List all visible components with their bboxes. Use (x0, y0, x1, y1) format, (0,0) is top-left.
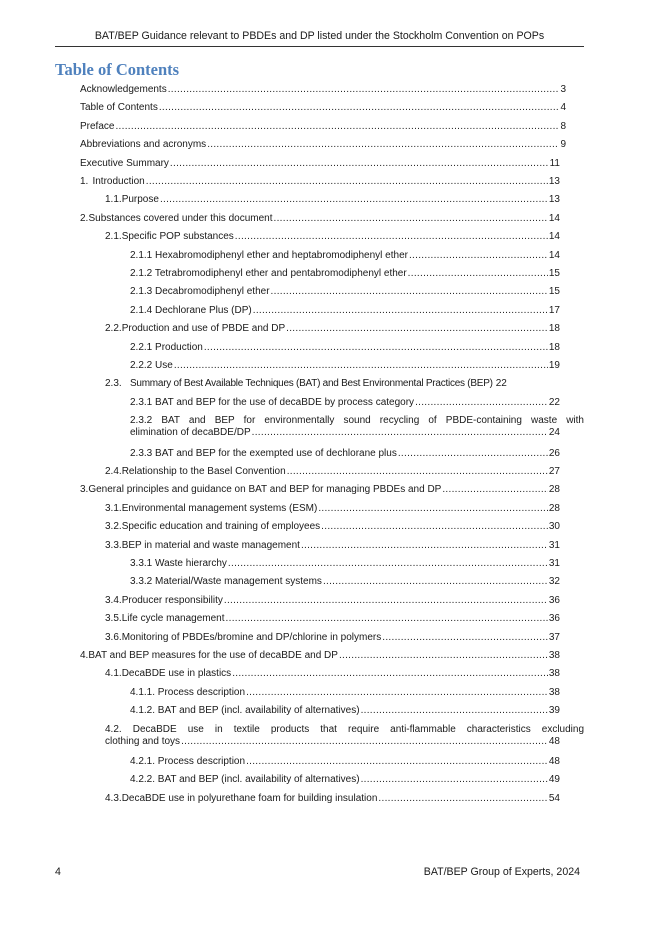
toc-leader (146, 176, 548, 188)
toc-entry-number: 3.4. (105, 594, 122, 606)
toc-entry-page: 27 (548, 466, 560, 477)
toc-leader (159, 102, 560, 114)
toc-entry[interactable] (80, 484, 560, 498)
toc-entry-label: DecaBDE use in plastics (121, 668, 232, 680)
toc-leader (246, 687, 548, 699)
toc-leader (287, 466, 548, 478)
toc-entry[interactable] (130, 286, 560, 300)
toc-entry-number: 2. (80, 212, 89, 224)
toc-entry-label: Preface (80, 120, 115, 132)
toc-entry-number: 3.5. (105, 613, 122, 625)
toc-entry-label: 2.1.4 Dechlorane Plus (DP) (130, 304, 252, 316)
toc-entry[interactable] (105, 632, 560, 646)
footer-credit: BAT/BEP Group of Experts, 2024 (423, 866, 580, 878)
toc-entry[interactable] (130, 415, 584, 439)
toc-entry-page: 18 (548, 323, 560, 335)
toc-entry[interactable] (105, 503, 560, 517)
toc-leader (232, 668, 548, 680)
toc-entry-number: 3.3. (105, 539, 122, 551)
toc-entry-label: Producer responsibility (121, 594, 223, 606)
toc-entry[interactable] (80, 121, 566, 135)
toc-entry-page: 9 (560, 139, 566, 151)
toc-entry-number: 2.3. (105, 378, 122, 390)
toc-leader (274, 213, 548, 225)
toc-entry-page: 14 (548, 249, 560, 261)
toc-leader (382, 632, 548, 644)
toc-entry[interactable] (105, 613, 560, 627)
toc-entry-page: 39 (548, 705, 560, 717)
toc-entry-page: 13 (548, 194, 560, 206)
toc-leader (160, 194, 548, 206)
toc-entry-number: 4.2. (105, 723, 122, 735)
toc-entry-page: 38 (548, 650, 560, 661)
toc-entry-page: 31 (548, 539, 560, 551)
toc-entry-number: 3.6. (105, 631, 122, 643)
toc-leader (170, 158, 549, 170)
toc-leader (301, 540, 548, 552)
toc-leader (409, 250, 548, 262)
toc-entry-number: 2.2. (105, 323, 122, 335)
toc-leader (207, 139, 559, 151)
toc-entry[interactable] (105, 793, 560, 807)
toc-leader (181, 736, 548, 748)
toc-leader (361, 705, 548, 717)
toc-entry-label-continued: clothing and toys (105, 735, 181, 747)
toc-entry-label: 2.2.2 Use (130, 360, 173, 371)
toc-leader (408, 268, 548, 280)
toc-entry-page: 36 (548, 594, 560, 606)
toc-title: Table of Contents (55, 60, 180, 79)
toc-entry-page: 48 (548, 735, 560, 747)
toc-leader (204, 342, 548, 354)
toc-leader (235, 231, 548, 243)
toc-entry[interactable] (105, 323, 560, 337)
toc-entry-number: 4.1. (105, 668, 122, 680)
toc-entry[interactable] (105, 595, 560, 609)
toc-entry-page: 19 (548, 360, 560, 371)
toc-leader (168, 84, 560, 96)
toc-entry-page: 18 (548, 341, 560, 353)
toc-entry-label: 4.1.2. BAT and BEP (incl. availability of alternatives) (130, 705, 360, 717)
toc-entry-label: DecaBDE use in polyurethane foam for building insulation (121, 792, 378, 804)
toc-entry-label: Relationship to the Basel Convention (121, 466, 286, 477)
toc-entry-page: 22 (495, 378, 507, 390)
toc-entry-label: 2.1.3 Decabromodiphenyl ether (130, 286, 270, 298)
toc-leader (323, 576, 548, 588)
toc-entry-label: 2.3.1 BAT and BEP for the use of decaBDE by process category (130, 396, 415, 408)
toc-entry[interactable] (130, 558, 560, 572)
toc-entry-page: 22 (548, 396, 560, 408)
toc-entry-page: 26 (548, 447, 560, 459)
toc-entry[interactable] (80, 176, 560, 190)
toc-entry-page: 37 (548, 631, 560, 643)
toc-entry-label: Life cycle management (121, 613, 225, 625)
toc-leader (271, 286, 548, 298)
toc-entry-page: 38 (548, 686, 560, 698)
toc-entry[interactable] (105, 231, 560, 245)
toc-entry-label: Executive Summary (80, 157, 169, 169)
toc-entry-label: 2.2.1 Production (130, 341, 203, 353)
toc-leader (228, 558, 548, 570)
toc-entry-page: 36 (548, 613, 560, 625)
toc-entry[interactable] (130, 250, 560, 264)
toc-entry-page: 38 (548, 668, 560, 680)
toc-entry-page: 8 (560, 120, 566, 132)
toc-entry-label: Monitoring of PBDEs/bromine and DP/chlorine in polymers (121, 631, 382, 643)
toc-entry[interactable] (105, 194, 560, 208)
toc-leader (398, 448, 548, 460)
toc-entry[interactable] (130, 342, 560, 356)
toc-leader (224, 595, 548, 607)
toc-entry[interactable] (105, 724, 584, 748)
toc-entry[interactable] (80, 84, 566, 98)
toc-entry-page: 17 (548, 304, 560, 316)
toc-entry[interactable] (130, 397, 560, 411)
toc-entry[interactable] (80, 650, 560, 664)
toc-leader (339, 650, 548, 662)
toc-leader (415, 397, 548, 409)
toc-entry-number: 2.4. (105, 466, 122, 477)
toc-entry[interactable] (130, 756, 560, 770)
toc-leader (318, 503, 548, 515)
toc-entry[interactable] (105, 668, 560, 682)
toc-leader (286, 323, 548, 335)
toc-entry[interactable] (130, 705, 560, 719)
toc-entry-number: 1. (80, 176, 89, 187)
toc-leader (246, 756, 548, 768)
toc-entry[interactable] (130, 448, 560, 462)
toc-entry[interactable] (80, 213, 560, 227)
toc-entry-page: 24 (548, 427, 560, 439)
toc-entry[interactable] (130, 305, 560, 319)
running-header: BAT/BEP Guidance relevant to PBDEs and DP listed under the Stockholm Convention on POPs (55, 28, 584, 47)
toc-leader (226, 613, 548, 625)
toc-entry-number: 3.2. (105, 521, 122, 533)
toc-entry-page: 31 (548, 558, 560, 569)
toc-leader (253, 305, 548, 317)
toc-entry-label: Specific POP substances (121, 231, 234, 243)
toc-entry-page: 54 (548, 792, 560, 804)
toc-entry-page: 14 (548, 212, 560, 224)
toc-entry[interactable] (130, 687, 560, 701)
toc-entry-label: Summary of Best Available Techniques (BAT) and Best Environmental Practices (BEP) (130, 378, 493, 390)
toc-entry-number: 3. (80, 484, 89, 496)
toc-entry-label: Specific education and training of employees (121, 521, 321, 533)
toc-entry-label: 3.3.1 Waste hierarchy (130, 558, 227, 569)
toc-entry[interactable] (80, 102, 566, 116)
toc-leader (174, 360, 548, 372)
toc-entry-page: 15 (548, 286, 560, 298)
toc-leader (442, 484, 548, 496)
toc-entry[interactable] (105, 378, 560, 392)
toc-entry-label: Introduction (92, 176, 145, 187)
toc-entry-label: General principles and guidance on BAT and BEP for managing PBDEs and DP (88, 484, 442, 496)
toc-entry-label-continued: elimination of decaBDE/DP (130, 427, 251, 439)
toc-entry-label: 3.3.2 Material/Waste management systems (130, 576, 322, 588)
toc-leader (378, 793, 547, 805)
toc-leader (252, 427, 548, 439)
toc-entry[interactable] (130, 576, 560, 590)
toc-entry[interactable] (80, 139, 566, 153)
toc-entry-label: 2.1.1 Hexabromodiphenyl ether and heptabromodiphenyl ether (130, 249, 408, 261)
toc-leader (321, 521, 548, 533)
toc-entry-page: 28 (548, 484, 560, 496)
toc-entry-label: Abbreviations and acronyms (80, 139, 207, 151)
toc-entry-page: 49 (548, 774, 560, 786)
toc-entry-label: Acknowledgements (80, 84, 167, 95)
toc-entry[interactable] (105, 521, 560, 535)
toc-entry-page: 32 (548, 576, 560, 588)
toc-entry-number: 4. (80, 650, 89, 661)
toc-entry[interactable] (130, 268, 560, 282)
toc-entry-label: 4.1.1. Process description (130, 686, 246, 698)
toc-entry-number: 2.1. (105, 231, 122, 243)
toc-entry[interactable] (105, 540, 560, 554)
toc-entry-label: 4.2.2. BAT and BEP (incl. availability of alternatives) (130, 774, 360, 786)
toc-entry-page: 4 (560, 102, 566, 114)
toc-entry[interactable] (130, 360, 560, 374)
toc-entry-page: 15 (548, 268, 560, 279)
toc-leader (115, 121, 559, 133)
toc-entry-page: 28 (548, 502, 560, 514)
toc-entry-page: 30 (548, 521, 560, 533)
page-number: 4 (55, 866, 61, 878)
toc-entry[interactable] (130, 774, 560, 788)
toc-entry-label: 2.3.3 BAT and BEP for the exempted use of dechlorane plus (130, 447, 397, 459)
toc-entry-label: 2.1.2 Tetrabromodiphenyl ether and pentabromodiphenyl ether (130, 268, 407, 279)
toc-entry-label: BAT and BEP measures for the use of decaBDE and DP (88, 650, 338, 661)
toc-entry-number: 3.1. (105, 502, 122, 514)
toc-entry-label: Production and use of PBDE and DP (121, 323, 286, 335)
toc-entry-label: BEP in material and waste management (121, 539, 300, 551)
toc-entry-page: 13 (548, 176, 560, 187)
toc-entry-page: 14 (548, 231, 560, 243)
toc-entry-number: 4.3. (105, 792, 122, 804)
toc-entry-label: Table of Contents (80, 102, 158, 114)
toc-entry-label: 4.2.1. Process description (130, 756, 246, 767)
toc-entry[interactable] (105, 466, 560, 480)
toc-entry-label: 2.3.2 BAT and BEP for environmentally sound recycling of PBDE-containing waste with (130, 415, 584, 427)
toc-entry-page: 48 (548, 756, 560, 767)
toc-entry-label: 4.2. DecaBDE use in textile products that require anti-flammable characteristics excluding (105, 723, 585, 735)
toc-entry-label: Purpose (121, 194, 159, 206)
toc-entry-label: Environmental management systems (ESM) (121, 502, 318, 514)
toc-entry-label: Substances covered under this document (88, 212, 273, 224)
toc-entry-page: 11 (549, 157, 560, 169)
toc-entry[interactable] (80, 158, 560, 172)
toc-leader (361, 774, 548, 786)
toc-entry-number: 1.1. (105, 194, 122, 206)
toc-entry-page: 3 (560, 84, 566, 95)
